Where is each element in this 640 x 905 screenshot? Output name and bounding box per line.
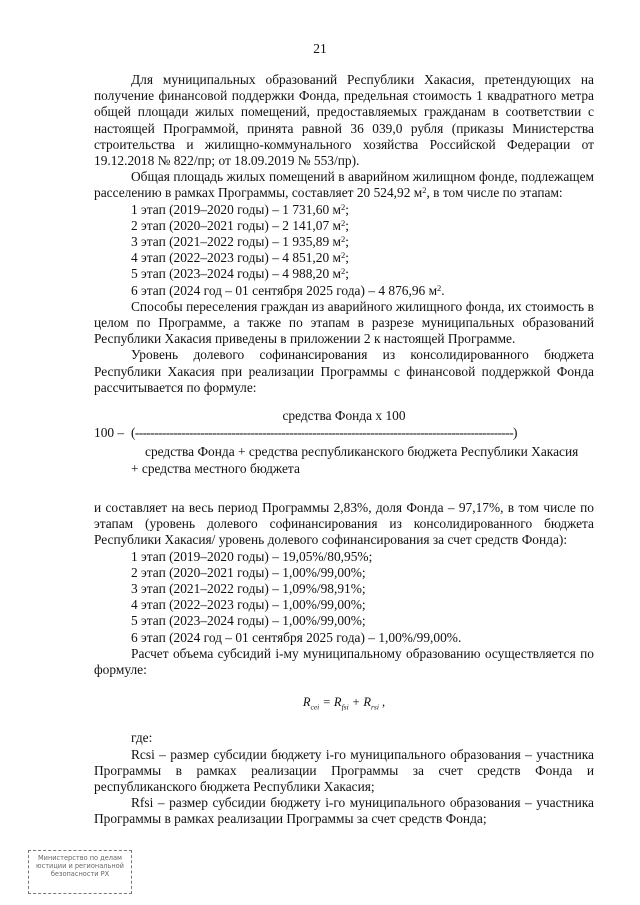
list-item: 4 этап (2022–2023 годы) – 1,00%/99,00%; <box>131 597 366 613</box>
list-item: 6 этап (2024 год – 01 сентября 2025 года) – 1,00%/99,00%. <box>131 629 462 645</box>
page-number: 21 <box>313 41 327 56</box>
list-item: 1 этап (2019–2020 годы) – 19,05%/80,95%; <box>131 548 373 564</box>
formula-denominator-line1: средства Фонда + средства республиканского бюджета Республики Хакасия <box>145 444 579 460</box>
definition-rfsi: Rfsi – размер субсидии бюджету i-го муниципального образования – участника Программы в рамках реализации Программы за счет средств Фонда; <box>94 795 594 827</box>
paragraph-total-area: Общая площадь жилых помещений в аварийном жилищном фонде, подлежащем расселению в рамках Программы, составляет 20 524,92 $м^2$, в том числе по этапам: <box>94 169 594 201</box>
list-item: 4 этап (2022–2023 годы) – 4 851,20 $м^2$; <box>131 250 349 266</box>
list-item: 5 этап (2023–2024 годы) – 4 988,20 $м^2$; <box>131 266 349 282</box>
paragraph-cofinancing-intro: Уровень долевого софинансирования из консолидированного бюджета Республики Хакасия при реализации Программы с финансовой поддержкой Фонда рассчитывается по формуле: <box>94 347 594 395</box>
page-body <box>94 72 594 828</box>
paragraph-resettlement-methods: Способы переселения граждан из аварийного жилищного фонда, их стоимость в целом по Программе, а также по этапам в разрезе муниципальных образований Республики Хакасия приведены в приложении 2 к настоящей Программе. <box>94 298 594 347</box>
list-item: 2 этап (2020–2021 годы) – 2 141,07 $м^2$; <box>131 217 349 233</box>
cofinancing-formula <box>94 408 594 500</box>
registration-stamp: Министерство по делам юстиции и региональной безопасности РХ <box>28 850 132 894</box>
list-item: 3 этап (2021–2022 годы) – 1,09%/98,91%; <box>131 581 366 597</box>
share-stage-list <box>94 549 594 646</box>
list-item: 2 этап (2020–2021 годы) – 1,00%/99,00%; <box>131 564 366 580</box>
paragraph-cost-per-sqm: Для муниципальных образований Республики Хакасия, претендующих на получение финансовой поддержки Фонда, предельная стоимость 1 квадратного метра общей площади жилых помещений, предоставляемых гражданам в соответствии с настоящей Программой, принята равной 36 039,0 рубля (приказы Министерства строительства и жилищно-коммунального хозяйства Российской Федерации от 19.12.2018 № 822/пр; от 18.09.2019 № 553/пр). <box>94 72 594 169</box>
list-item: 5 этап (2023–2024 годы) – 1,00%/99,00%; <box>131 613 366 629</box>
area-stage-list <box>94 202 594 299</box>
formula-numerator: средства Фонда х 100 <box>282 408 406 424</box>
definition-rcsi: Rcsi – размер субсидии бюджету i-го муниципального образования – участника Программы в рамках реализации Программы за счет средств Фонда и республиканского бюджета Республики Хакасия; <box>94 746 594 794</box>
formula-fraction-line: (--------------------------------------------------------------------------------------------------) <box>131 425 517 441</box>
paragraph-cofinancing-result: и составляет на весь период Программы 2,83%, доля Фонда – 97,17%, в том числе по этапам (уровень долевого софинансирования из консолидированного бюджета Республики Хакасия/ уровень долевого софинансирования за счет средств Фонда): <box>94 500 594 548</box>
list-item: 6 этап (2024 год – 01 сентября 2025 года) – 4 876,96 $м^2$. <box>131 282 445 298</box>
where-label: где: <box>131 730 153 746</box>
subsidy-formula: $R_{cei} = R_{fsi} + R_{rsi}$ , <box>302 695 386 712</box>
formula-denominator-line2: + средства местного бюджета <box>131 461 300 477</box>
formula-lead: 100 – <box>94 425 125 441</box>
list-item: 1 этап (2019–2020 годы) – 1 731,60 $м^2$; <box>131 201 349 217</box>
list-item: 3 этап (2021–2022 годы) – 1 935,89 $м^2$; <box>131 234 349 250</box>
paragraph-subsidy-calc: Расчет объема субсидий i-му муниципальному образованию осуществляется по формуле: <box>94 645 594 678</box>
